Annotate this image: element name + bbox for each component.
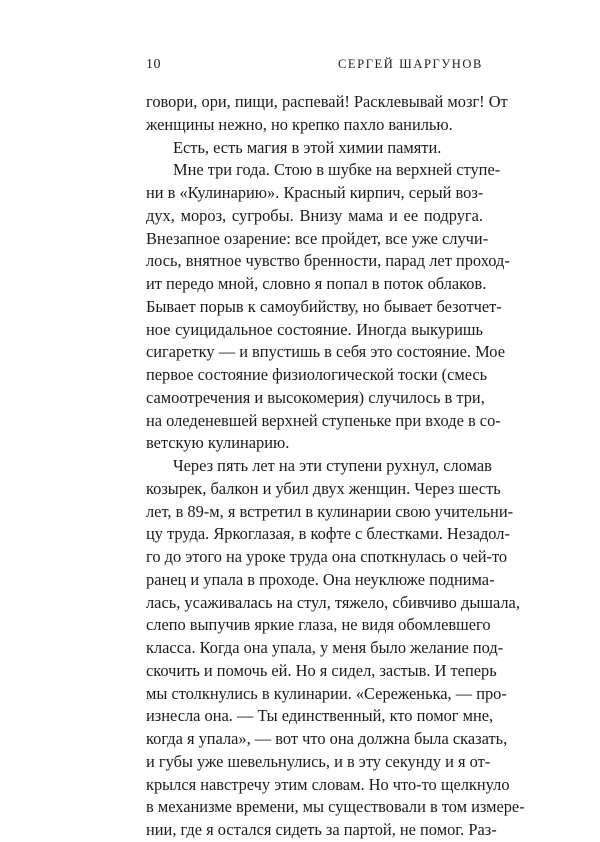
text-line: ни в «Кулинарию». Красный кирпич, серый воз- xyxy=(146,183,484,202)
text-line: и губы уже шевельнулись, и в эту секунду и я от- xyxy=(146,751,491,771)
text-line: нии, где я остался сидеть за партой, не помог. Раз- xyxy=(146,820,497,839)
text-line: го до этого на уроке труда она споткнулась о чей-то xyxy=(146,547,508,566)
text-line: женщины нежно, но крепко пахло ванилью. xyxy=(146,114,453,134)
text-line: ранец и упала в проходе. Она неуклюже поднима- xyxy=(146,569,495,589)
text-line: цу труда. Яркоглазая, в кофте с блестками. Незадол- xyxy=(146,524,510,544)
text-line: класса. Когда она упала, у меня было желание под- xyxy=(146,638,504,657)
text-line: Бывает порыв к самоубийству, но бывает безотчет- xyxy=(146,296,502,316)
text-line: ит передо мной, словно я попал в поток облаков. xyxy=(146,274,487,293)
text-line: Внезапное озарение: все пройдет, все уже случи- xyxy=(146,228,489,248)
text-line: ветскую кулинарию. xyxy=(146,433,290,453)
text-line: сигаретку — и впустишь в себя это состояние. Мое xyxy=(146,342,505,362)
text-line: изнесла она. — Ты единственный, кто помог мне, xyxy=(146,706,494,726)
text-line: лет, в 89-м, я встретил в кулинарии свою учительни- xyxy=(146,501,514,521)
text-line: слепо выпучив яркие глаза, не видя обомлевшего xyxy=(146,615,491,635)
text-line: мы столкнулись в кулинарии. «Сереженька, — про- xyxy=(146,683,507,703)
text-line: козырек, балкон и убил двух женщин. Через шесть xyxy=(146,478,501,498)
text-line: первое состояние физиологической тоски (смесь xyxy=(146,365,488,384)
text-line: Через пять лет на эти ступени рухнул, сломав xyxy=(173,456,492,475)
text-line: дух, мороз, сугробы. Внизу мама и ее подруга. xyxy=(146,205,483,225)
running-head-author: СЕРГЕЙ ШАРГУНОВ xyxy=(338,57,483,71)
text-line: скочить и помочь ей. Но я сидел, застыв. И теперь xyxy=(146,660,497,680)
text-line: в механизме времени, мы существовали в том измере- xyxy=(146,797,525,817)
body-text xyxy=(146,91,525,842)
text-line: говори, ори, пищи, распевай! Расклевывай мозг! От xyxy=(146,92,508,111)
text-line: крылся навстречу этим словам. Но что-то щелкнуло xyxy=(146,774,510,794)
text-line: лось, внятное чувство бренности, парад лет проход- xyxy=(146,251,510,271)
text-line: когда я упала», — вот что она должна была сказать, xyxy=(146,729,508,748)
text-line: лась, усаживалась на стул, тяжело, сбивчиво дышала, xyxy=(146,592,520,612)
text-line: Мне три года. Стою в шубке на верхней ступе- xyxy=(173,160,501,180)
text-line: на оледеневшей верхней ступеньке при входе в со- xyxy=(146,410,501,430)
running-head xyxy=(146,57,483,77)
text-line: самоотречения и высокомерия) случилось в три, xyxy=(146,387,485,407)
text-line: Есть, есть магия в этой химии памяти. xyxy=(173,137,442,157)
text-line: ное суицидальное состояние. Иногда выкуришь xyxy=(146,319,483,339)
page-number: 10 xyxy=(146,57,161,72)
